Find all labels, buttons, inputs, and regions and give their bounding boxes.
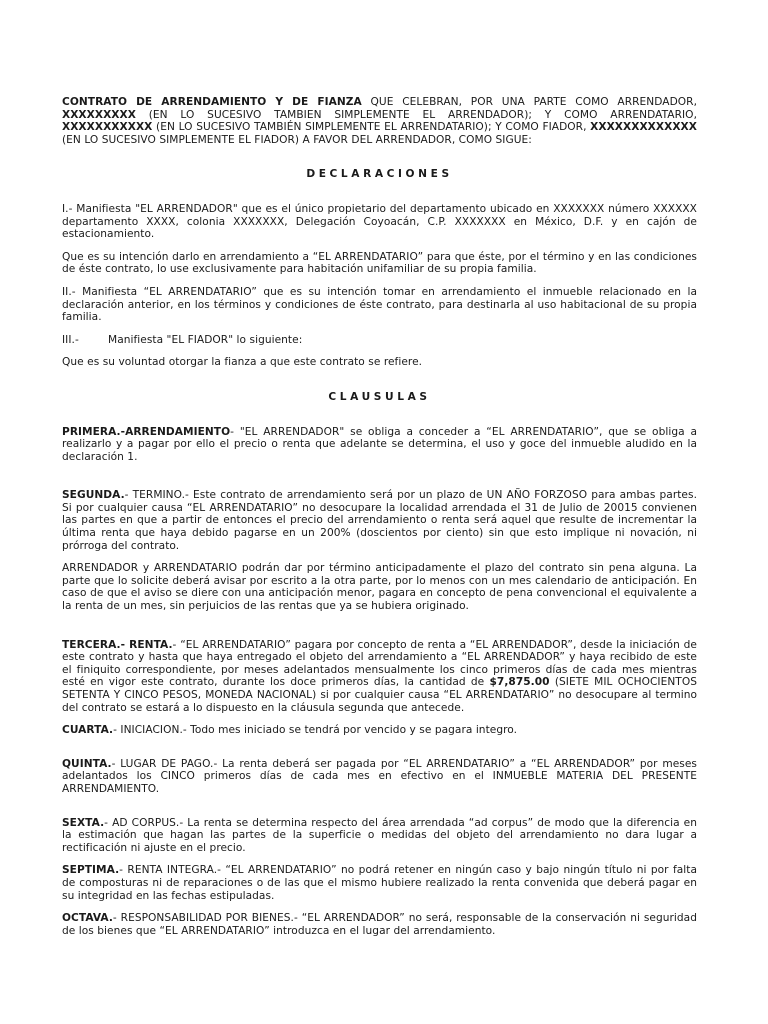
clausula-septima-text: - RENTA INTEGRA.- “EL ARRENDATARIO” no podrá retener en ningún caso y bajo ningún título ni por falta de composturas ni de reparaciones o de las que el mismo hubiere realizado la renta convenida que deberá pagar en su integridad en las fechas estipuladas. xyxy=(62,864,697,902)
declaracion-3-label: III.- xyxy=(62,333,79,346)
clausula-tercera xyxy=(62,639,697,715)
declaracion-3-voluntad: Que es su voluntad otorgar la fianza a que este contrato se refiere. xyxy=(62,356,423,369)
clausula-septima xyxy=(62,864,697,902)
clausula-primera-text: - "EL ARRENDADOR" se obliga a conceder a “EL ARRENDATARIO”, que se obliga a realizarlo y a pagar por ello el precio o renta que adelante se determina, el uso y goce del inmueble aludido en la declaración 1. xyxy=(62,425,697,463)
clausula-quinta-label: QUINTA. xyxy=(62,757,112,770)
clausula-sexta xyxy=(62,817,697,855)
arrendador-placeholder: XXXXXXXXX xyxy=(62,108,136,121)
clausula-octava xyxy=(62,912,697,937)
clausula-sexta-text: - AD CORPUS.- La renta se determina respecto del área arrendada “ad corpus” de modo que la diferencia en la estimación que hagan las partes de la superficie o medidas del objeto del arrendamiento no dara lugar a rectificación ni ajuste en el precio. xyxy=(62,816,697,854)
clausula-primera xyxy=(62,426,697,464)
clausula-sexta-label: SEXTA. xyxy=(62,816,105,829)
intro-text-2: (EN LO SUCESIVO TAMBIEN SIMPLEMENTE EL ARRENDADOR); Y COMO ARRENDATARIO, xyxy=(135,108,697,121)
arrendatario-placeholder: XXXXXXXXXXX xyxy=(62,121,153,134)
intro-text-1: QUE CELEBRAN, POR UNA PARTE COMO ARRENDADOR, xyxy=(361,96,698,108)
clausula-octava-label: OCTAVA. xyxy=(62,912,113,925)
clausula-cuarta-label: CUARTA. xyxy=(62,724,114,737)
renta-amount: $7,875.00 xyxy=(489,676,550,689)
clausula-primera-label: PRIMERA.-ARRENDAMIENTO xyxy=(62,425,231,438)
declaraciones-heading: DECLARACIONES xyxy=(306,168,453,181)
clausula-segunda-anticipado: ARRENDADOR y ARRENDATARIO podrán dar por término anticipadamente el plazo del contrato sin pena alguna. La parte que lo solicite deberá avisar por escrito a la otra parte, por lo menos con un mes calendario de anticipación. En caso de que el aviso se diere con una anticipación menor, pagara en concepto de pena convencional el equivalente a la renta de un mes, sin perjuicios de las rentas que ya se hubiera originado. xyxy=(62,562,697,613)
declaracion-3 xyxy=(62,334,697,347)
clausulas-heading: CLAUSULAS xyxy=(328,390,431,403)
contract-title: CONTRATO DE ARRENDAMIENTO Y DE FIANZA xyxy=(62,96,362,108)
intro-text-3: (EN LO SUCESIVO TAMBIÉN SIMPLEMENTE EL ARRENDATARIO); Y COMO FIADOR, xyxy=(152,121,591,134)
clausula-tercera-label: TERCERA.- RENTA. xyxy=(62,638,173,651)
intro-text-4: (EN LO SUCESIVO SIMPLEMENTE EL FIADOR) A FAVOR DEL ARRENDADOR, COMO SIGUE: xyxy=(62,133,532,146)
clausula-septima-label: SEPTIMA. xyxy=(62,864,120,877)
fiador-placeholder: XXXXXXXXXXXXX xyxy=(590,121,697,134)
clausula-octava-text: - RESPONSABILIDAD POR BIENES.- “EL ARRENDADOR” no será, responsable de la conservación ni seguridad de los bienes que “EL ARRENDATARIO” introduzca en el lugar del arrendamiento. xyxy=(62,912,697,937)
declaracion-1: I.- Manifiesta "EL ARRENDADOR" que es el único propietario del departamento ubicado en XXXXXXX número XXXXXX departamento XXXX, colonia XXXXXXX, Delegación Coyoacán, C.P. XXXXXXX en México, D.F. y en cajón de estacionamiento. xyxy=(62,202,697,241)
contract-page xyxy=(62,96,697,937)
clausula-segunda xyxy=(62,489,697,552)
declaracion-1-intencion: Que es su intención darlo en arrendamiento a “EL ARRENDATARIO” para que éste, por el término y en las condiciones de éste contrato, lo use exclusivamente para habitación unifamiliar de su propia familia. xyxy=(62,250,697,276)
contract-intro xyxy=(62,96,697,146)
clausula-cuarta xyxy=(62,724,697,737)
clausula-quinta xyxy=(62,758,697,796)
clausula-tercera-text-1: - “EL ARRENDATARIO” pagara por concepto de renta a “EL ARRENDADOR”, desde la iniciación de este contrato y hasta que haya entregado el objeto del arrendamiento a “EL ARRENDADOR” y haya recibido de este el finiquito correspondiente, por meses adelantados mensualmente los cinco primeros días de cada mes mientras esté en vigor este contrato, durante los doce primeros días, la cantidad de xyxy=(62,638,697,689)
clausula-quinta-text: - LUGAR DE PAGO.- La renta deberá ser pagada por “EL ARRENDATARIO” a “EL ARRENDADOR” por meses adelantados los CINCO primeros días de cada mes en efectivo en el INMUEBLE MATERIA DEL PRESENTE ARRENDAMIENTO. xyxy=(62,757,697,795)
declaracion-2: II.- Manifiesta “EL ARRENDATARIO” que es su intención tomar en arrendamiento el inmueble relacionado en la declaración anterior, en los términos y condiciones de éste contrato, para destinarla al uso habitacional de su propia familia. xyxy=(62,285,697,324)
clausula-cuarta-text: - INICIACION.- Todo mes iniciado se tendrá por vencido y se pagara integro. xyxy=(113,724,518,737)
clausula-segunda-label: SEGUNDA. xyxy=(62,489,125,502)
declaracion-3-text: Manifiesta "EL FIADOR" lo siguiente: xyxy=(108,333,303,346)
clausula-segunda-text: - TERMINO.- Este contrato de arrendamiento será por un plazo de UN AÑO FORZOSO para ambas partes. Si por cualquier causa “EL ARRENDATARIO” no desocupare la localidad arrendada el 31 de Julio de 20015 convienen las partes en que a partir de entonces el precio del arrendamiento o renta será aquel que resulte de incrementar la última renta que haya debido pagarse en un 200% (doscientos por ciento) sin que esto implique ni novación, ni prórroga del contrato. xyxy=(62,489,697,552)
clausula-tercera-text-2: (SIETE MIL OCHOCIENTOS SETENTA Y CINCO PESOS, MONEDA NACIONAL) si por cualquier causa “EL ARRENDATARIO” no desocupare al termino del contrato se estará a lo dispuesto en la cláusula segunda que antecede. xyxy=(62,676,697,714)
